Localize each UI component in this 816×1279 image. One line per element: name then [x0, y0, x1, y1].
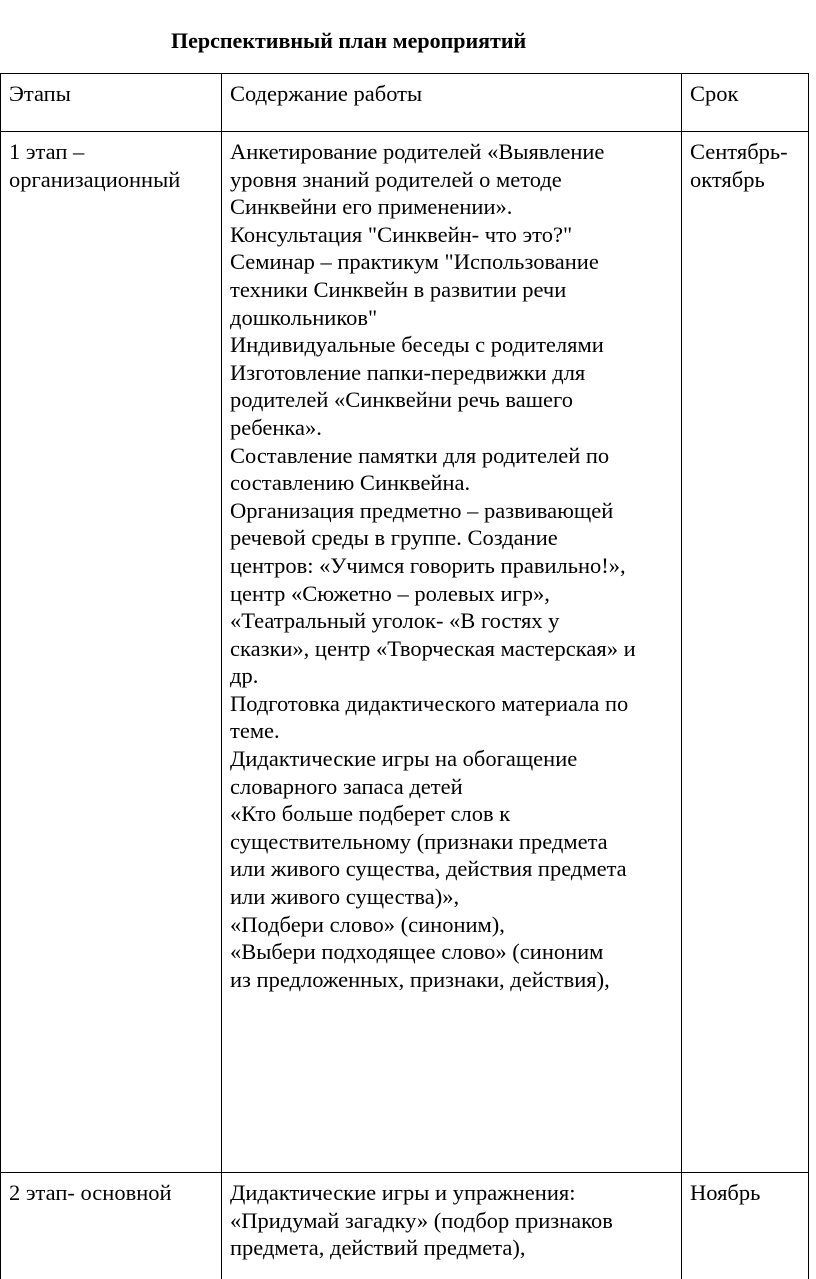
cell-text-line: Ноябрь [690, 1179, 800, 1207]
cell-text-line: организационный [9, 166, 213, 194]
cell-text-line: 1 этап – [9, 138, 213, 166]
cell-text-line: ребенка». [230, 414, 673, 442]
cell-text-line: предмета, действий предмета), [230, 1234, 673, 1262]
table-header-row [1, 74, 809, 132]
table-row [1, 132, 809, 1173]
content-cell [222, 1173, 682, 1279]
cell-text-line: Подготовка дидактического материала по [230, 690, 673, 718]
cell-text-line: техники Синквейн в развитии речи [230, 276, 673, 304]
stage-cell [1, 1173, 222, 1279]
term-cell [682, 1173, 809, 1279]
cell-text-line: «Подбери слово» (синоним), [230, 911, 673, 939]
cell-text-line: родителей «Синквейни речь вашего [230, 386, 673, 414]
cell-text-line: из предложенных, признаки, действия), [230, 966, 673, 994]
cell-text-line: др. [230, 662, 673, 690]
cell-text-line: Сентябрь- [690, 138, 800, 166]
content-cell [222, 132, 682, 1173]
header-stages: Этапы [1, 74, 222, 132]
header-term: Срок [682, 74, 809, 132]
cell-text-line: дошкольников" [230, 304, 673, 332]
header-content: Содержание работы [222, 74, 682, 132]
cell-text-line: центров: «Учимся говорить правильно!», [230, 552, 673, 580]
cell-text-line: октябрь [690, 166, 800, 194]
term-cell [682, 132, 809, 1173]
cell-text-line: или живого существа)», [230, 883, 673, 911]
cell-text-line: Консультация "Синквейн- что это?" [230, 221, 673, 249]
cell-text-line: центр «Сюжетно – ролевых игр», [230, 580, 673, 608]
cell-text-line: «Театральный уголок- «В гостях у [230, 607, 673, 635]
plan-table [0, 73, 809, 1279]
cell-text-line: или живого существа, действия предмета [230, 855, 673, 883]
cell-text-line: Семинар – практикум "Использование [230, 248, 673, 276]
cell-text-line: «Выбери подходящее слово» (синоним [230, 938, 673, 966]
cell-text-line: Анкетирование родителей «Выявление [230, 138, 673, 166]
cell-text-line: Дидактические игры и упражнения: [230, 1179, 673, 1207]
cell-text-line: Дидактические игры на обогащение [230, 745, 673, 773]
cell-text-line: «Кто больше подберет слов к [230, 800, 673, 828]
page-title: Перспективный план мероприятий [171, 26, 526, 56]
cell-text-line: уровня знаний родителей о методе [230, 166, 673, 194]
cell-text-line: Синквейни его применении». [230, 193, 673, 221]
cell-text-line: Индивидуальные беседы с родителями [230, 331, 673, 359]
stage-cell [1, 132, 222, 1173]
cell-text-line: «Придумай загадку» (подбор признаков [230, 1207, 673, 1235]
cell-text-line: словарного запаса детей [230, 773, 673, 801]
table-row [1, 1173, 809, 1279]
cell-text-line: речевой среды в группе. Создание [230, 524, 673, 552]
cell-text-line: Составление памятки для родителей по [230, 442, 673, 470]
cell-text-line: теме. [230, 717, 673, 745]
cell-text-line: сказки», центр «Творческая мастерская» и [230, 635, 673, 663]
cell-text-line: составлению Синквейна. [230, 469, 673, 497]
cell-text-line: Изготовление папки-передвижки для [230, 359, 673, 387]
cell-text-line: Организация предметно – развивающей [230, 497, 673, 525]
cell-text-line: 2 этап- основной [9, 1179, 213, 1207]
cell-text-line: существительному (признаки предмета [230, 828, 673, 856]
